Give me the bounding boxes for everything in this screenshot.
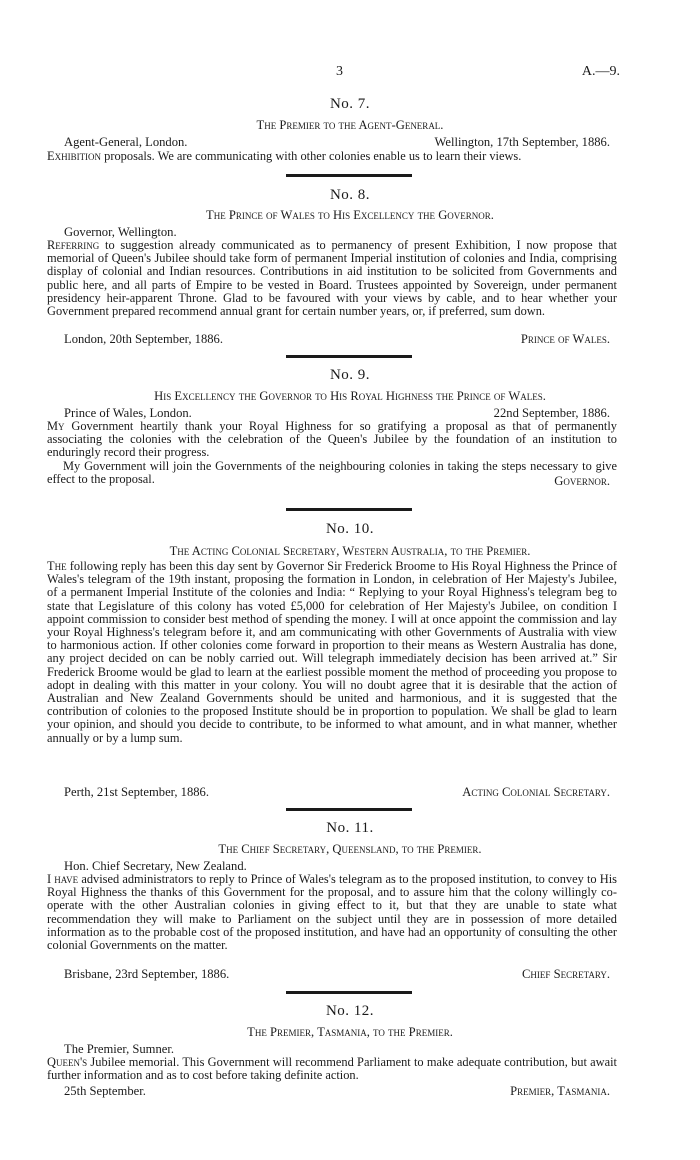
- item-10-text: following reply has been this day sent by Governor Sir Frederick Broome to His Royal Highness the Prince of Wales's telegram of the 19th instant, proposing the formation in London, in celebration of Her Majesty's Jubilee, of a permanent Imperial Institute of the colonies and India: “ Replying to your Royal Highness's telegram beg to state that Legislature of this colony has voted £5,000 for celebration of Her Majesty's Jubilee, on condition I appoint commission to consider best method of spending the money. I will at once appoint the commission and lay your Royal Highness's telegram before it, and am communicating with other Governments of Australia with view to harmonious action. If other colonies come forward in proportion to their means as Western Australia has done, any project decided on can be nobly carried out. Will telegraph immediately decision has been arrived at.” Sir Frederick Broome would be glad to learn at the earliest possible moment the method of proceeding you propose to adopt in dealing with this matter in your colony. You will no doubt agree that it is desirable that the action of Australian and New Zealand Governments should be united and harmonious, and it is suggested that the contribution of colonies to the proposed Institute should be in proportion to population. We shall be glad to learn your opinion, and should you decide to contribute, to be informed to what amount, and in what manner, whether annually or by a lump sum.: [47, 559, 617, 745]
- item-11-number: No. 11.: [326, 820, 374, 836]
- item-11-body: [47, 873, 617, 952]
- item-9-body-2: My Government will join the Governments of the neighbouring colonies in taking the steps necessary to give effect to the proposal.: [47, 459, 617, 487]
- item-12-addressee: The Premier, Sumner.: [64, 1042, 175, 1056]
- item-8-number: No. 8.: [329, 187, 371, 203]
- item-11-title: The Chief Secretary, Queensland, to the Premier.: [218, 842, 482, 856]
- item-12-closing-place: 25th September.: [64, 1084, 146, 1098]
- divider-rule: [286, 174, 412, 177]
- item-9-body: [47, 420, 617, 460]
- item-10-title: The Acting Colonial Secretary, Western Australia, to the Premier.: [169, 544, 531, 558]
- item-9-dateline: 22nd September, 1886.: [493, 406, 610, 420]
- item-8-addressee: Governor, Wellington.: [64, 225, 177, 239]
- item-7-number: No. 7.: [329, 96, 371, 112]
- document-reference: A.—9.: [581, 64, 620, 79]
- item-9-title: His Excellency the Governor to His Royal Highness the Prince of Wales.: [154, 389, 546, 403]
- item-8-title: The Prince of Wales to His Excellency the Governor.: [206, 208, 494, 222]
- item-9-text: Government heartily thank your Royal Highness for so gratifying a proposal as that of permanently associating the colonies with the celebration of the Queen's Jubilee by the foundation of an institution to enduringly record their progress.: [47, 419, 617, 460]
- item-12-lead: Queen's: [47, 1055, 88, 1069]
- item-10-body: [47, 560, 617, 745]
- item-11-text: advised administrators to reply to Prince of Wales's telegram as to the proposed institution, to convey to His Royal Highness the thanks of this Government for the proposal, and to assure him that the colony willingly co-operate with the other Australian colonies in giving effect to it, but that they are unable to state what recommendation they will make to Parliament on the subject until they are in possession of more detailed information as to the probable cost of the proposed institution, and have had an opportunity of consulting the other colonial Governments on the matter.: [47, 872, 617, 953]
- item-9-addressee: Prince of Wales, London.: [64, 406, 192, 420]
- item-12-text: Jubilee memorial. This Government will recommend Parliament to make adequate contribution, but await further information and as to cost before taking definite action.: [47, 1055, 617, 1083]
- item-8-signature: Prince of Wales.: [520, 332, 610, 346]
- divider-rule: [286, 355, 412, 358]
- item-7-dateline: Wellington, 17th September, 1886.: [434, 135, 610, 149]
- item-7-text: proposals. We are communicating with other colonies enable us to learn their views.: [101, 149, 522, 163]
- item-9-number: No. 9.: [329, 367, 371, 383]
- page-number: 3: [336, 64, 343, 79]
- item-8-closing-place: London, 20th September, 1886.: [64, 332, 223, 346]
- item-8-body: [47, 239, 617, 318]
- item-8-lead: Referring: [47, 238, 100, 252]
- item-9-lead: My: [47, 419, 65, 433]
- item-7-title: The Premier to the Agent-General.: [256, 118, 444, 132]
- item-7-lead: Exhibition: [47, 149, 102, 163]
- item-11-lead: I have: [47, 872, 79, 886]
- item-7-addressee: Agent-General, London.: [64, 135, 188, 149]
- item-10-lead: The: [47, 559, 67, 573]
- item-11-addressee: Hon. Chief Secretary, New Zealand.: [64, 859, 247, 873]
- item-11-signature: Chief Secretary.: [522, 967, 610, 981]
- divider-rule: [286, 808, 412, 811]
- item-10-number: No. 10.: [325, 521, 375, 537]
- item-12-signature: Premier, Tasmania.: [510, 1084, 610, 1098]
- item-12-number: No. 12.: [325, 1003, 375, 1019]
- divider-rule: [286, 508, 412, 511]
- item-7-body: [47, 150, 617, 163]
- divider-rule: [286, 991, 412, 994]
- item-8-text: to suggestion already communicated as to permanency of present Exhibition, I now propose that memorial of Queen's Jubilee should take form of permanent Imperial institution of colonies and India, comprising display of colonial and Indian resources. Contributions in aid institution to be solicited from Governments and public here, and all parts of Empire to be vested in Board. Trustees appointed by Sovereign, under permanent presidency heir-apparent Throne. Glad to be favoured with your views by cable, and to hear whether your Government prepared recommend annual grant for certain number years, or, if preferred, sum down.: [47, 238, 617, 319]
- item-12-body: [47, 1056, 617, 1082]
- item-12-title: The Premier, Tasmania, to the Premier.: [247, 1025, 453, 1039]
- item-10-signature: Acting Colonial Secretary.: [462, 785, 610, 799]
- item-10-closing-place: Perth, 21st September, 1886.: [64, 785, 210, 799]
- item-9-signature: Governor.: [554, 474, 610, 488]
- item-11-closing-place: Brisbane, 23rd September, 1886.: [64, 967, 230, 981]
